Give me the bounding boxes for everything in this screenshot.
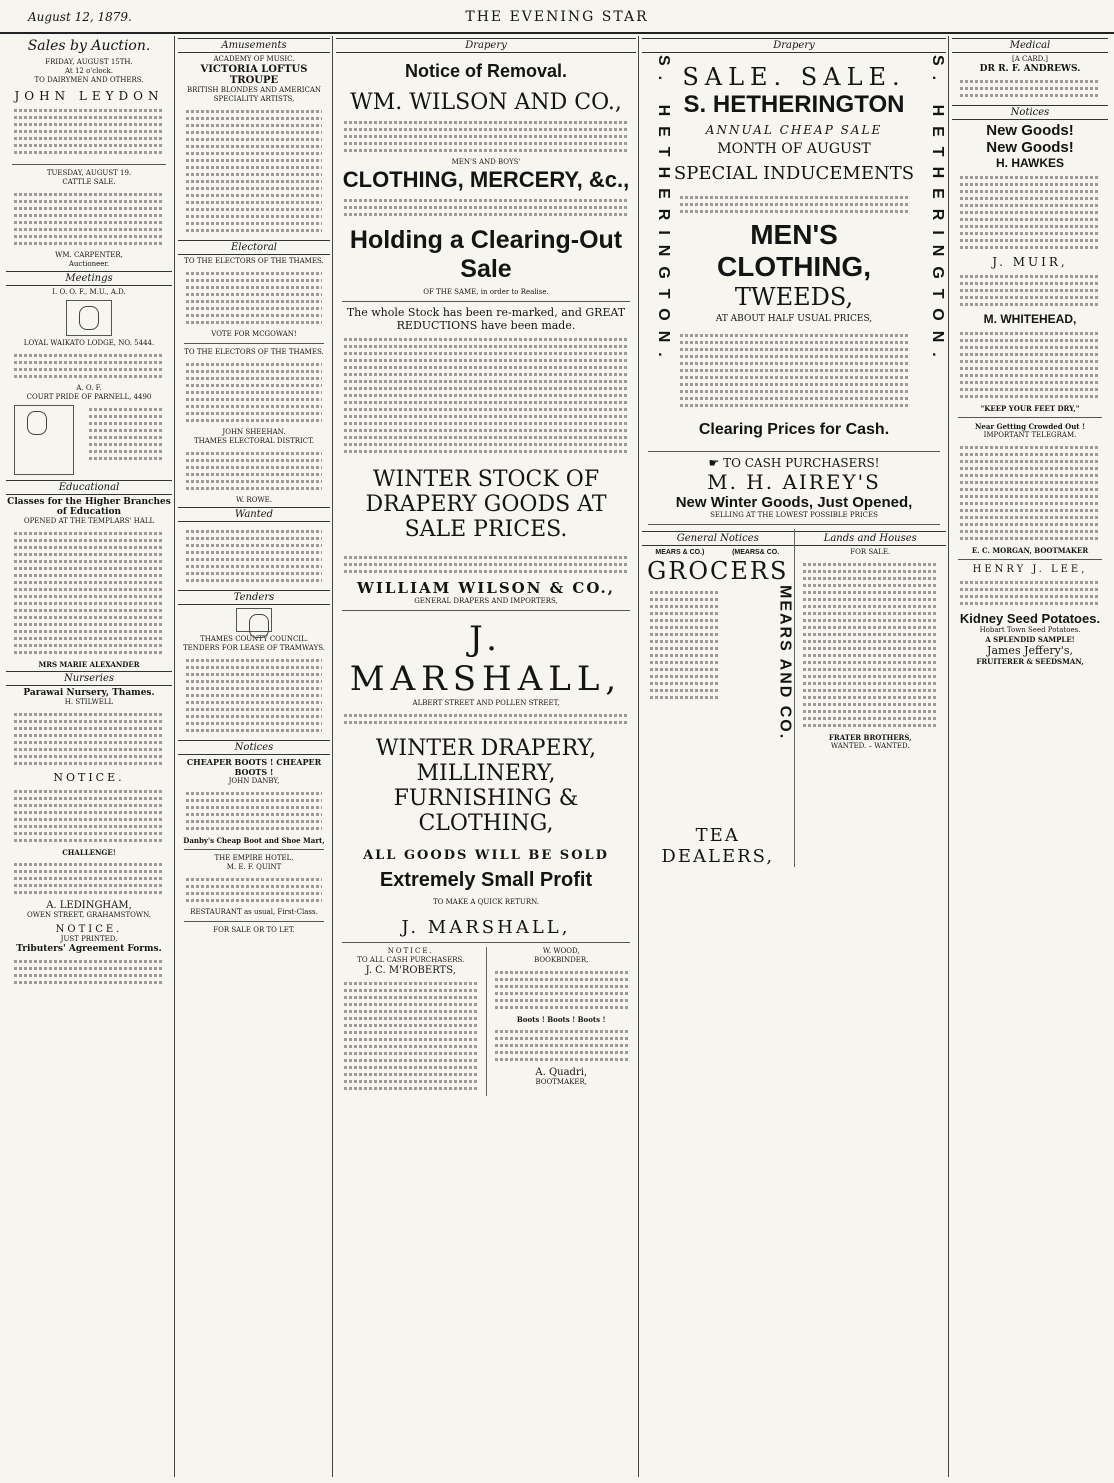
bottom-notices <box>336 947 636 1096</box>
mears-header <box>642 548 794 557</box>
masthead-title: THE EVENING STAR <box>465 9 649 25</box>
james-jeffery: James Jeffery's, <box>987 644 1073 657</box>
column-rule <box>332 36 333 1477</box>
county-council: THAMES COUNTY COUNCIL. <box>200 635 308 643</box>
notices-section-2: Notices <box>952 105 1108 120</box>
court-text-lines <box>81 402 172 478</box>
court-heading: COURT PRIDE OF PARNELL, 4490 <box>26 393 152 401</box>
henry-lee: HENRY J. LEE, <box>972 564 1088 575</box>
medical-text-lines <box>952 74 1108 103</box>
dr-andrews: DR R. F. ANDREWS. <box>979 64 1081 74</box>
quint: M. E. F. QUINT <box>226 863 282 871</box>
mears-vertical: MEARS AND CO. <box>776 585 794 741</box>
lowest-prices: SELLING AT THE LOWEST POSSIBLE PRICES <box>710 511 878 519</box>
wood-text-lines <box>487 965 637 1015</box>
divider <box>12 164 166 165</box>
important-telegram: IMPORTANT TELEGRAM. <box>983 431 1077 439</box>
academy-heading: ACADEMY OF MUSIC. <box>213 55 295 63</box>
removal-text-lines <box>336 115 636 158</box>
near-crowded: Near Getting Crowded Out ! <box>974 422 1086 431</box>
realise: OF THE SAME, in order to Realise. <box>423 288 549 296</box>
lands-section: Lands and Houses <box>795 531 947 546</box>
notice-heading-1: NOTICE. <box>53 771 125 784</box>
hotel-text-lines <box>178 872 330 908</box>
cattle-text-lines <box>6 187 172 251</box>
drapery-section-2: Drapery <box>642 38 946 53</box>
just-printed: JUST PRINTED, <box>60 935 118 943</box>
j-muir: J. MUIR, <box>992 255 1068 269</box>
sale1-day: FRIDAY, AUGUST 15TH. <box>45 58 133 66</box>
airey: M. H. AIREY'S <box>707 470 881 494</box>
marshall-address: ALBERT STREET AND POLLEN STREET, <box>412 699 560 707</box>
cash-purchasers-2 <box>642 456 946 470</box>
lands-column <box>794 529 947 867</box>
general-notices-section: General Notices <box>642 531 794 546</box>
stilwell: H. STILWELL <box>64 698 114 706</box>
carpenter-role: Auctioneer. <box>68 260 110 268</box>
stock-list-lines <box>336 332 636 459</box>
notice-heading-2: NOTICE. <box>55 924 123 935</box>
tramways-tenders: TENDERS FOR LEASE OF TRAMWAYS. <box>183 644 325 652</box>
column-2 <box>178 36 330 1477</box>
tributers-forms: Tributers' Agreement Forms. <box>16 944 162 954</box>
for-sale-lands: FOR SALE. <box>850 548 891 556</box>
divider <box>184 849 324 850</box>
keep-feet-dry: "KEEP YOUR FEET DRY," <box>980 404 1080 413</box>
whitehead-text-lines <box>952 326 1108 404</box>
john-sheehan: JOHN SHEEHAN. <box>222 428 286 436</box>
j-marshall: J. MARSHALL, <box>349 619 623 699</box>
all-goods-sold: ALL GOODS WILL BE SOLD <box>363 848 609 863</box>
grocers: GROCERS <box>647 557 789 585</box>
loyal-lodge: LOYAL WAIKATO LODGE, NO. 5444. <box>23 339 155 347</box>
templars-hall: OPENED AT THE TEMPLARS' HALL <box>23 517 155 525</box>
divider <box>648 524 940 525</box>
meetings-section: Meetings <box>6 271 172 286</box>
w-rowe: W. ROWE. <box>236 496 272 504</box>
restaurant: RESTAURANT as usual, First-Class. <box>190 908 318 916</box>
sale2-day: TUESDAY, AUGUST 19. <box>46 169 132 177</box>
column-1 <box>6 36 172 1477</box>
lodge-emblem-icon <box>66 300 112 336</box>
loftus-troupe: VICTORIA LOFTUS TROUPE <box>200 64 308 86</box>
column-5 <box>952 36 1108 1477</box>
winter-goods: New Winter Goods, Just Opened, <box>675 494 913 511</box>
ioof-heading: I. O. O. F., M.U., A.D. <box>52 288 126 296</box>
hobart-potatoes: Hobart Town Seed Potatoes. <box>979 626 1081 634</box>
danby-mart: Danby's Cheap Boot and Shoe Mart, <box>183 836 325 845</box>
e-c-morgan: E. C. MORGAN, BOOTMAKER <box>971 546 1089 555</box>
medical-section: Medical <box>952 38 1108 53</box>
muir-text-lines <box>952 269 1108 312</box>
challenge-text-lines <box>6 857 172 900</box>
side-text-left: S. HETHERINGTON. <box>655 55 672 367</box>
amusements-section: Amusements <box>178 38 330 53</box>
cheaper-boots: CHEAPER BOOTS ! CHEAPER BOOTS ! <box>186 757 322 777</box>
fruiterer: FRUITERER & SEEDSMAN, <box>976 657 1084 666</box>
divider <box>184 343 324 344</box>
mears-body <box>642 585 794 825</box>
cash-purchasers-text: TO CASH PURCHASERS! <box>723 456 880 470</box>
divider <box>648 451 940 452</box>
tenders-section: Tenders <box>178 590 330 605</box>
lodge-text-lines <box>6 348 172 384</box>
rowe-text-lines <box>178 446 330 496</box>
auction-text-lines <box>6 103 172 160</box>
land-text-lines <box>795 557 947 733</box>
mcroberts-text-lines <box>336 976 486 1096</box>
m-whitehead: M. WHITEHEAD, <box>983 312 1077 326</box>
aof-heading: A. O. F. <box>76 384 102 392</box>
classes-text-lines <box>6 526 172 660</box>
hetherington-main <box>672 55 916 447</box>
clearing-out-sale: Holding a Clearing-Out Sale <box>349 226 623 283</box>
boots-boots: Boots ! Boots ! Boots ! <box>516 1015 606 1024</box>
pointing-hand-icon: ☛ <box>708 456 720 470</box>
column-4 <box>642 36 946 1477</box>
danby-text-lines <box>178 786 330 836</box>
lower-section <box>642 529 946 867</box>
auctioneer-leydon: JOHN LEYDON <box>14 89 164 103</box>
mears-ad <box>642 529 794 867</box>
removal-heading: Notice of Removal. <box>404 61 568 81</box>
small-profit: Extremely Small Profit <box>379 869 593 891</box>
wanted-wanted: WANTED. – WANTED. <box>830 742 910 750</box>
nursery-title: Parawai Nursery, Thames. <box>23 688 155 698</box>
hetherington-name: S. HETHERINGTON <box>683 91 905 118</box>
hawkes-text-lines <box>952 170 1108 255</box>
winter-drapery: WINTER DRAPERY, MILLINERY, FURNISHING & CLOTHING, <box>375 736 597 836</box>
notices-section: Notices <box>178 740 330 755</box>
winter-stock: WINTER STOCK OF DRAPERY GOODS AT SALE PRICES. <box>365 467 607 542</box>
column-rule <box>174 36 175 1477</box>
bookbinder: BOOKBINDER, <box>534 956 589 964</box>
grocer-text-lines <box>642 585 726 825</box>
john-danby: JOHN DANBY, <box>228 777 280 785</box>
masthead-date: August 12, 1879. <box>28 10 132 24</box>
special-inducements: SPECIAL INDUCEMENTS <box>673 163 915 184</box>
frater-brothers: FRATER BROTHERS, <box>828 733 912 742</box>
note-text-lines <box>336 550 636 579</box>
a-card: [A CARD.] <box>1011 55 1048 63</box>
educational-section: Educational <box>6 480 172 495</box>
sale2-title: CATTLE SALE. <box>62 178 116 186</box>
splendid-sample: A SPLENDID SAMPLE! <box>985 635 1075 644</box>
tea-dealers: TEA DEALERS, <box>661 825 775 867</box>
hetherington-ad <box>642 55 946 447</box>
for-sale-let: FOR SALE OR TO LET. <box>213 926 295 934</box>
crest-icon <box>236 608 272 632</box>
a-quadri: A. Quadri, <box>535 1067 588 1078</box>
j-marshall-2: J. MARSHALL, <box>401 917 571 938</box>
divider <box>342 610 630 611</box>
mens-clothing: MEN'S CLOTHING, <box>717 219 871 282</box>
drapers-importers: GENERAL DRAPERS AND IMPORTERS, <box>414 597 558 605</box>
price-list-lines <box>672 328 916 413</box>
court-crest-icon <box>14 405 74 475</box>
divider <box>342 942 630 943</box>
nurseries-section: Nurseries <box>6 671 172 686</box>
vote-mcgowan: VOTE FOR MCGOWAN! <box>211 330 297 338</box>
sheehan-text-lines <box>178 357 330 428</box>
drapery-section: Drapery <box>336 38 636 53</box>
notice-heading-3: NOTICE. <box>387 947 434 955</box>
wood-notice <box>486 947 637 1096</box>
electoral-text-lines <box>178 266 330 330</box>
notice-text-lines <box>6 784 172 848</box>
telegram-text-lines <box>952 440 1108 546</box>
amusement-text-lines <box>178 104 330 238</box>
divider <box>958 417 1102 418</box>
auction-heading: Sales by Auction. <box>27 38 151 54</box>
premises-text-lines <box>336 193 636 222</box>
quick-return: TO MAKE A QUICK RETURN. <box>432 898 540 906</box>
inducement-lines <box>672 190 916 219</box>
classes-title: Classes for the Higher Branches of Education <box>7 497 171 517</box>
mears-left: MEARS & CO.) <box>655 549 705 556</box>
electoral-section: Electoral <box>178 240 330 255</box>
mears-right: (MEARS& CO. <box>732 549 780 556</box>
hawkes: H. HAWKES <box>995 156 1064 170</box>
tweeds: TWEEDS, <box>734 283 854 311</box>
new-goods-2: New Goods! <box>986 139 1074 156</box>
quadri-bootmaker: BOOTMAKER, <box>535 1078 587 1086</box>
divider <box>958 559 1102 560</box>
column-3 <box>336 36 636 1477</box>
side-text-right: S. HETHERINGTON. <box>929 55 946 367</box>
wilson-heading: WM. WILSON AND CO., <box>350 90 622 115</box>
tender-text-lines <box>178 653 330 738</box>
columns <box>6 36 1108 1477</box>
wanted-section: Wanted <box>178 507 330 522</box>
thames-district: THAMES ELECTORAL DISTRICT. <box>193 437 315 445</box>
kidney-potatoes: Kidney Seed Potatoes. <box>959 611 1101 626</box>
challenge-heading: CHALLENGE! <box>62 848 116 857</box>
ledingham: A. LEDINGHAM, <box>46 900 132 911</box>
nursery-text-lines <box>6 707 172 771</box>
sale-heading: SALE. SALE. <box>682 63 906 91</box>
carpenter-name: WM. CARPENTER, <box>55 251 123 259</box>
wanted-text-lines <box>178 524 330 588</box>
empire-hotel: THE EMPIRE HOTEL. <box>214 854 294 862</box>
new-goods: New Goods! <box>986 122 1074 139</box>
masthead <box>0 0 1114 34</box>
column-rule <box>948 36 949 1477</box>
court-block <box>6 402 172 478</box>
mcroberts: J. C. M'ROBERTS, <box>365 965 456 976</box>
mens-boys: MEN'S AND BOYS' <box>451 158 521 166</box>
half-prices: AT ABOUT HALF USUAL PRICES, <box>715 314 873 324</box>
divider <box>184 921 324 922</box>
william-wilson: WILLIAM WILSON & CO., <box>356 579 615 597</box>
w-wood: W. WOOD, <box>542 947 580 955</box>
marshall-text-lines <box>336 708 636 730</box>
clothing-mercery: CLOTHING, MERCERY, &c., <box>342 167 630 192</box>
ledingham-address: OWEN STREET, GRAHAMSTOWN. <box>27 911 151 919</box>
british-blondes: BRITISH BLONDES AND AMERICAN SPECIALITY ARTISTS, <box>186 86 322 103</box>
marie-alexander: MRS MARIE ALEXANDER <box>38 660 140 669</box>
sale1-to: TO DAIRYMEN AND OTHERS. <box>34 76 144 84</box>
sale1-time: At 12 o'clock. <box>64 67 113 75</box>
remarked: The whole Stock has been re-marked, and GREAT REDUCTIONS have been made. <box>346 306 626 332</box>
month-august: MONTH OF AUGUST <box>717 141 871 157</box>
divider <box>342 301 630 302</box>
column-rule <box>638 36 639 1477</box>
electors-heading-2: TO THE ELECTORS OF THE THAMES. <box>184 348 324 356</box>
lee-text-lines <box>952 575 1108 611</box>
annual-sale: ANNUAL CHEAP SALE <box>705 123 883 137</box>
tributers-text-lines <box>6 954 172 990</box>
electors-heading: TO THE ELECTORS OF THE THAMES. <box>184 257 324 265</box>
cash-purchasers: TO ALL CASH PURCHASERS. <box>357 956 465 964</box>
mcroberts-notice <box>336 947 486 1096</box>
boots-text-lines <box>487 1024 637 1067</box>
clearing-prices: Clearing Prices for Cash. <box>698 421 890 438</box>
